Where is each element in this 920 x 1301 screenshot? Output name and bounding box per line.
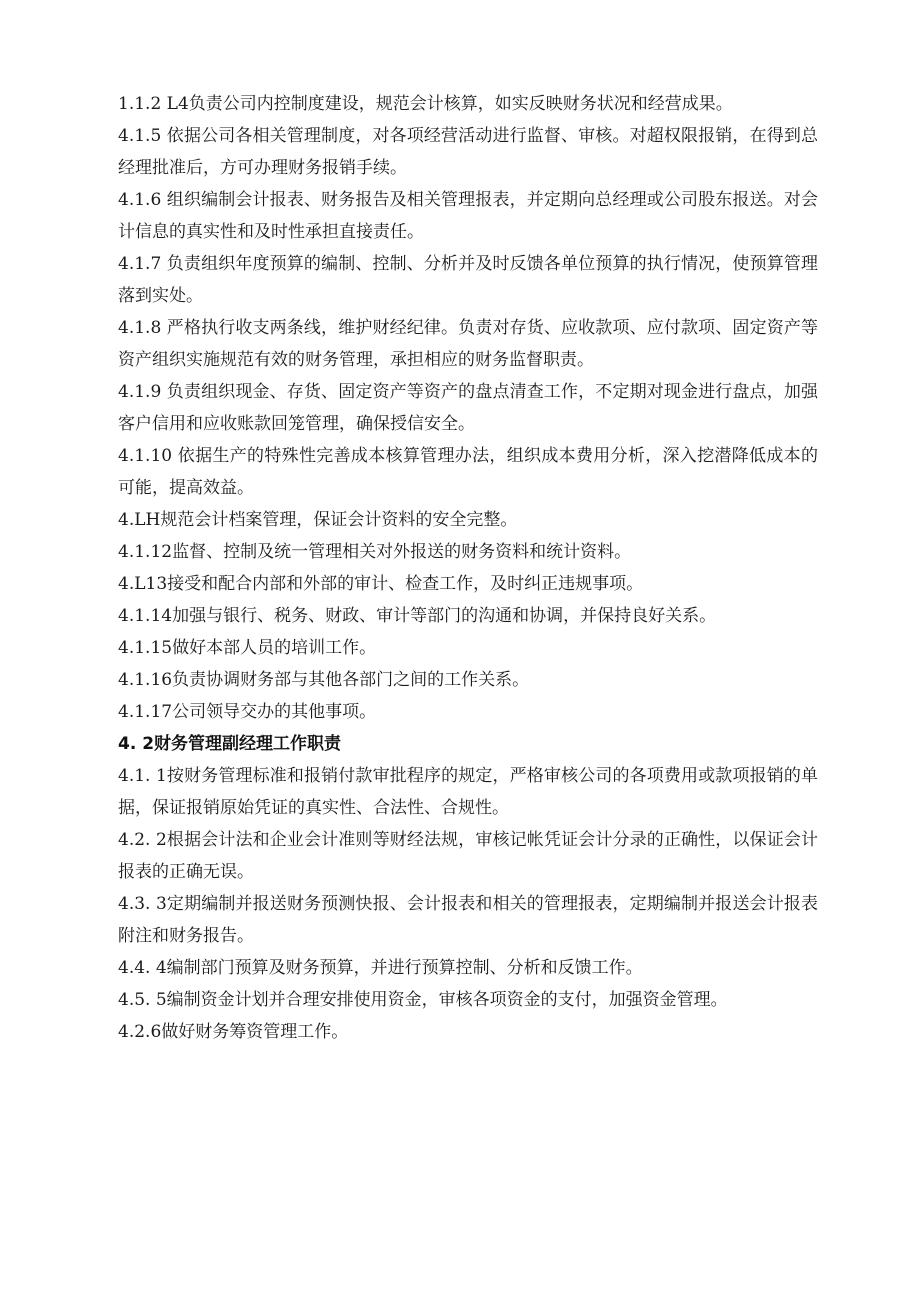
paragraph-4-1-9: 4.1.9 负责组织现金、存货、固定资产等资产的盘点清查工作，不定期对现金进行盘点，加强客户信用和应收账款回笼管理，确保授信安全。 <box>118 382 818 434</box>
section-paragraph-2: 4.2. 2根据会计法和企业会计准则等财经法规，审核记帐凭证会计分录的正确性，以保证会计报表的正确无误。 <box>118 830 818 882</box>
section-paragraph-1: 4.1. 1按财务管理标准和报销付款审批程序的规定，严格审核公司的各项费用或款项报销的单据，保证报销原始凭证的真实性、合法性、合规性。 <box>118 766 818 818</box>
paragraph-4-1-11: 4.LH规范会计档案管理，保证会计资料的安全完整。 <box>118 510 518 530</box>
paragraph-4-1-17: 4.1.17公司领导交办的其他事项。 <box>118 702 377 722</box>
paragraph-4-1-13: 4.L13接受和配合内部和外部的审计、检查工作，及时纠正违规事项。 <box>118 574 644 594</box>
paragraph-4-1-8: 4.1.8 严格执行收支两条线，维护财经纪律。负责对存货、应收款项、应付款项、固定资产等资产组织实施规范有效的财务管理，承担相应的财务监督职责。 <box>118 318 818 370</box>
section-heading-4-2: 4. 2财务管理副经理工作职责 <box>118 734 342 754</box>
paragraph-4-1-16: 4.1.16负责协调财务部与其他各部门之间的工作关系。 <box>118 670 530 690</box>
paragraph-4-1-5: 4.1.5 依据公司各相关管理制度，对各项经营活动进行监督、审核。对超权限报销，在得到总经理批准后，方可办理财务报销手续。 <box>118 126 818 178</box>
section-paragraph-6: 4.2.6做好财务筹资管理工作。 <box>118 1022 349 1042</box>
paragraph-4-1-14: 4.1.14加强与银行、税务、财政、审计等部门的沟通和协调，并保持良好关系。 <box>118 606 717 626</box>
section-paragraph-3: 4.3. 3定期编制并报送财务预测快报、会计报表和相关的管理报表，定期编制并报送会计报表附注和财务报告。 <box>118 894 818 946</box>
paragraph-4-1-15: 4.1.15做好本部人员的培训工作。 <box>118 638 377 658</box>
paragraph-4-1-6: 4.1.6 组织编制会计报表、财务报告及相关管理报表，并定期向总经理或公司股东报送。对会计信息的真实性和及时性承担直接责任。 <box>118 190 818 242</box>
paragraph-1-1-2: 1.1.2 L4负责公司内控制度建设，规范会计核算，如实反映财务状况和经营成果。 <box>118 94 733 114</box>
section-paragraph-5: 4.5. 5编制资金计划并合理安排使用资金，审核各项资金的支付，加强资金管理。 <box>118 990 728 1010</box>
paragraph-4-1-7: 4.1.7 负责组织年度预算的编制、控制、分析并及时反馈各单位预算的执行情况，使预算管理落到实处。 <box>118 254 818 306</box>
document-body <box>118 88 818 1048</box>
section-paragraph-4: 4.4. 4编制部门预算及财务预算，并进行预算控制、分析和反馈工作。 <box>118 958 643 978</box>
paragraph-4-1-10: 4.1.10 依据生产的特殊性完善成本核算管理办法，组织成本费用分析，深入挖潜降低成本的可能，提高效益。 <box>118 446 818 498</box>
paragraph-4-1-12: 4.1.12监督、控制及统一管理相关对外报送的财务资料和统计资料。 <box>118 542 632 562</box>
